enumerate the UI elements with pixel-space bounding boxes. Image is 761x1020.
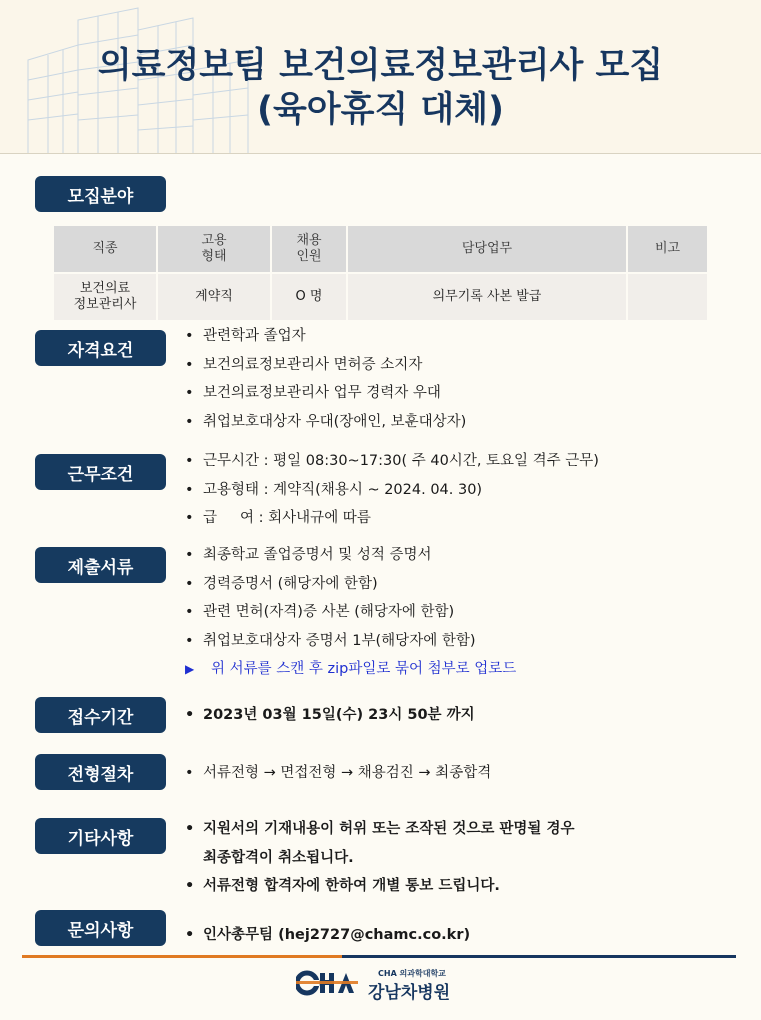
col-headcount: 채용 인원: [272, 226, 346, 272]
list-item: • 근무시간 : 평일 08:30~17:30( 주 40시간, 토요일 격주 근무): [185, 453, 599, 469]
footer-divider-orange: [22, 955, 342, 958]
list-item: • 2023년 03월 15일(수) 23시 50분 까지: [185, 707, 475, 723]
cell-remarks: [628, 274, 707, 320]
section-label-recruit-field: 모집분야: [35, 176, 166, 212]
section-label-documents: 제출서류: [35, 547, 166, 583]
cell-job: 보건의료 정보관리사: [54, 274, 156, 320]
col-job: 직종: [54, 226, 156, 272]
table-header-row: [54, 226, 707, 272]
section-label-misc: 기타사항: [35, 818, 166, 854]
documents-list: [185, 541, 516, 684]
list-item: • 관련학과 졸업자: [185, 328, 306, 344]
list-item: • 경력증명서 (해당자에 한함): [185, 575, 378, 592]
hospital-logo: [296, 966, 476, 1002]
page-title-line1: 의료정보팀 보건의료정보관리사 모집: [97, 46, 664, 86]
process-list: [185, 759, 491, 788]
cell-duties: 의무기록 사본 발급: [348, 274, 626, 320]
period-list: [185, 701, 475, 730]
list-item: • 서류전형 → 면접전형 → 채용검진 → 최종합격: [185, 765, 492, 781]
list-item: • 고용형태 : 계약직(채용시 ~ 2024. 04. 30): [185, 481, 483, 498]
upload-note: ▶ 위 서류를 스캔 후 zip파일로 묶어 첨부로 업로드: [185, 655, 516, 684]
list-item: • 취업보호대상자 증명서 1부(해당자에 한함): [185, 632, 476, 649]
table-row: [54, 274, 707, 320]
list-item: • 취업보호대상자 우대(장애인, 보훈대상자): [185, 413, 467, 430]
col-duties: 담당업무: [348, 226, 626, 272]
col-employment-type: 고용 형태: [158, 226, 270, 272]
list-item: • 서류전형 합격자에 한하여 개별 통보 드립니다.: [185, 878, 500, 894]
cha-logo-icon: [296, 970, 358, 996]
list-item: • 보건의료정보관리사 면허증 소지자: [185, 356, 423, 373]
col-remarks: 비고: [628, 226, 707, 272]
contact-list: [185, 921, 470, 950]
logo-university-text: CHA 의과학대학교: [378, 969, 446, 978]
list-item-continuation: 최종합격이 취소됩니다.: [203, 849, 354, 866]
conditions-list: [185, 447, 599, 533]
footer-divider-navy: [342, 955, 736, 958]
cell-employment-type: 계약직: [158, 274, 270, 320]
cell-headcount: O 명: [272, 274, 346, 320]
logo-hospital-name: 강남차병원: [368, 983, 451, 1003]
misc-list: [185, 815, 575, 901]
section-label-qualification: 자격요건: [35, 330, 166, 366]
list-item: • 최종학교 졸업증명서 및 성적 증명서: [185, 547, 432, 563]
list-item: • 인사총무팀 (hej2727@chamc.co.kr): [185, 927, 471, 943]
section-label-period: 접수기간: [35, 697, 166, 733]
section-label-process: 전형절차: [35, 754, 166, 790]
qualification-list: [185, 322, 466, 436]
triangle-right-icon: ▶: [185, 662, 195, 676]
list-item: • 보건의료정보관리사 업무 경력자 우대: [185, 385, 441, 401]
page-title-line2: (육아휴직 대체): [256, 90, 505, 130]
header-banner: [0, 0, 761, 154]
recruit-table: [52, 224, 709, 322]
section-label-conditions: 근무조건: [35, 454, 166, 490]
list-item: • 관련 면허(자격)증 사본 (해당자에 한함): [185, 604, 455, 620]
list-item: • 지원서의 기재내용이 허위 또는 조작된 것으로 판명될 경우: [185, 821, 575, 837]
section-label-contact: 문의사항: [35, 910, 166, 946]
list-item: • 급 여 : 회사내규에 따름: [185, 510, 371, 526]
